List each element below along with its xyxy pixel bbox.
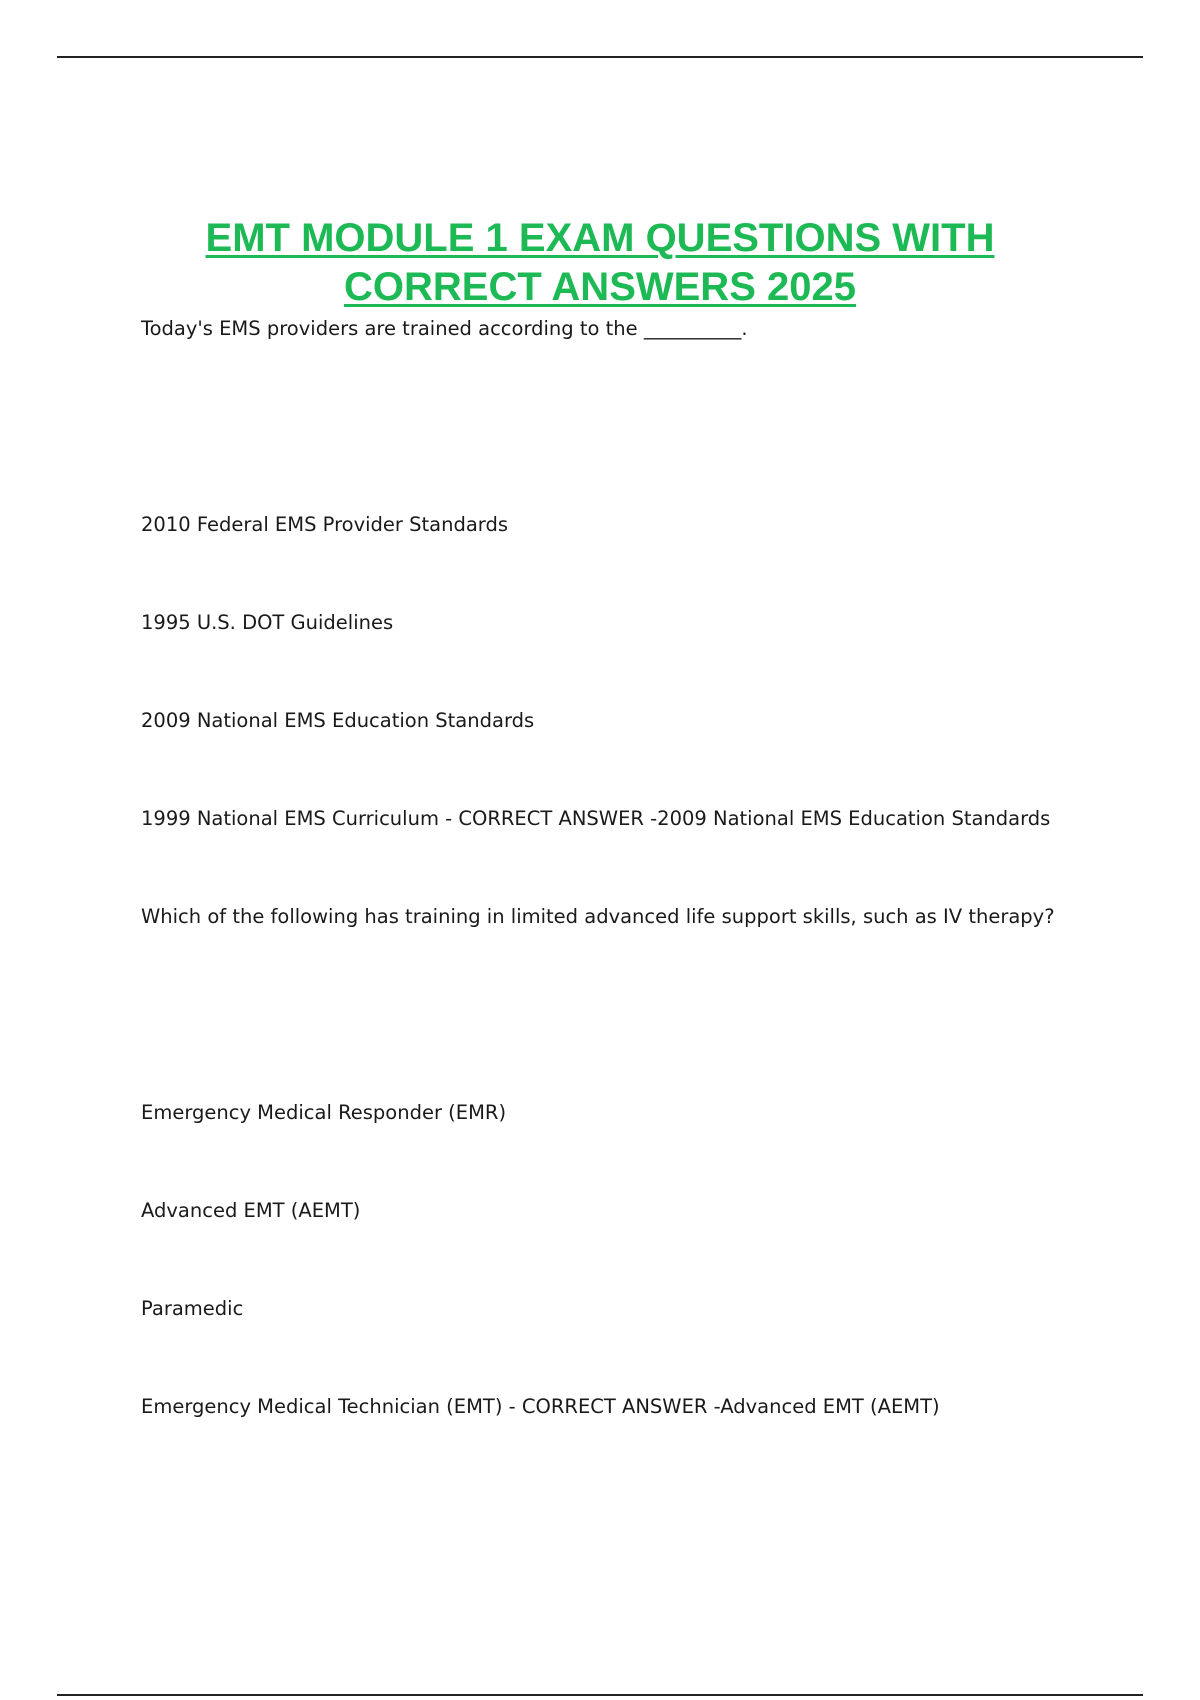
question-1: Today's EMS providers are trained according to the __________. xyxy=(141,317,748,340)
q2-option-1: Emergency Medical Responder (EMR) xyxy=(141,1101,507,1124)
q2-option-4-with-answer: Emergency Medical Technician (EMT) - CORRECT ANSWER -Advanced EMT (AEMT) xyxy=(141,1395,940,1418)
title-line-1: EMT MODULE 1 EXAM QUESTIONS WITH xyxy=(205,216,995,260)
title-line-2: CORRECT ANSWERS 2025 xyxy=(344,265,856,309)
q1-option-1: 2010 Federal EMS Provider Standards xyxy=(141,513,509,536)
q1-option-3: 2009 National EMS Education Standards xyxy=(141,709,535,732)
q1-option-2: 1995 U.S. DOT Guidelines xyxy=(141,611,394,634)
q2-option-3: Paramedic xyxy=(141,1297,244,1320)
bottom-rule xyxy=(57,1694,1143,1696)
document-title xyxy=(0,214,1200,312)
question-2: Which of the following has training in limited advanced life support skills, such as IV therapy? xyxy=(141,905,1055,928)
q1-option-4-with-answer: 1999 National EMS Curriculum - CORRECT ANSWER -2009 National EMS Education Standards xyxy=(141,807,1051,830)
top-rule xyxy=(57,56,1143,58)
q2-option-2: Advanced EMT (AEMT) xyxy=(141,1199,361,1222)
